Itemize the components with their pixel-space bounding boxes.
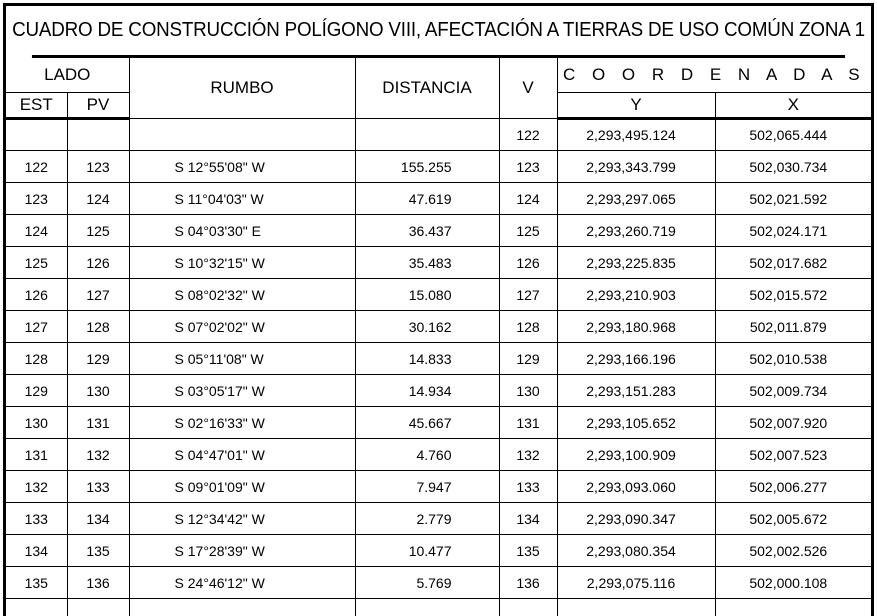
table-row bbox=[6, 439, 871, 471]
cell-x: 502,010.538 bbox=[715, 343, 871, 375]
cell-rumbo: S 07°02'02" W bbox=[129, 311, 355, 343]
cell-est: 128 bbox=[6, 343, 67, 375]
table-row bbox=[6, 279, 871, 311]
cell-v: 128 bbox=[499, 311, 557, 343]
table-row bbox=[6, 119, 871, 151]
cell-rumbo: S 05°11'08" W bbox=[129, 343, 355, 375]
cell-v: 126 bbox=[499, 247, 557, 279]
cell-v: 124 bbox=[499, 183, 557, 215]
cell-y: 2,293,105.652 bbox=[557, 407, 715, 439]
cell-y: 2,293,297.065 bbox=[557, 183, 715, 215]
cell-x: 502,015.572 bbox=[715, 279, 871, 311]
table-row bbox=[6, 375, 871, 407]
table-row bbox=[6, 407, 871, 439]
cell-rumbo: S 10°32'15" W bbox=[129, 247, 355, 279]
table-row bbox=[6, 535, 871, 567]
cell-est: 126 bbox=[6, 279, 67, 311]
cell-pv: 133 bbox=[67, 471, 129, 503]
cell-distancia: 30.162 bbox=[355, 311, 499, 343]
cell-pv: 135 bbox=[67, 535, 129, 567]
cell-est: 130 bbox=[6, 407, 67, 439]
cell-pv: 124 bbox=[67, 183, 129, 215]
cell-v: 134 bbox=[499, 503, 557, 535]
cell-y: 2,293,260.719 bbox=[557, 215, 715, 247]
cell-rumbo: S 12°55'08" W bbox=[129, 151, 355, 183]
cell-v: 135 bbox=[499, 535, 557, 567]
cell-pv: 127 bbox=[67, 279, 129, 311]
cell-x: 502,065.444 bbox=[715, 119, 871, 151]
cell-rumbo: S 17°28'39" W bbox=[129, 535, 355, 567]
cell-v: 127 bbox=[499, 279, 557, 311]
table-row bbox=[6, 471, 871, 503]
cell-pv: 123 bbox=[67, 151, 129, 183]
cell-pv: 129 bbox=[67, 343, 129, 375]
cell-distancia: 4.760 bbox=[355, 439, 499, 471]
cell-v: 131 bbox=[499, 407, 557, 439]
cell-est: 132 bbox=[6, 471, 67, 503]
cell-v: 133 bbox=[499, 471, 557, 503]
cell-x: 502,000.108 bbox=[715, 567, 871, 599]
cell-distancia: 14.934 bbox=[355, 375, 499, 407]
construction-table-sheet bbox=[3, 3, 874, 616]
cell-x: 502,007.920 bbox=[715, 407, 871, 439]
cell-y: 2,293,151.283 bbox=[557, 375, 715, 407]
cell-v: 129 bbox=[499, 343, 557, 375]
cell-y: 2,293,210.903 bbox=[557, 279, 715, 311]
cell-x: 502,002.526 bbox=[715, 535, 871, 567]
cell-rumbo: S 24°46'12" W bbox=[129, 567, 355, 599]
cell-rumbo: S 03°05'17" W bbox=[129, 375, 355, 407]
cell-y: 2,293,166.196 bbox=[557, 343, 715, 375]
header-est: EST bbox=[6, 93, 67, 119]
cell-rumbo: S 08°02'32" W bbox=[129, 279, 355, 311]
cell-rumbo: S 04°03'30" E bbox=[129, 215, 355, 247]
cell-rumbo: S 04°47'01" W bbox=[129, 439, 355, 471]
cell-rumbo: S 12°34'42" W bbox=[129, 503, 355, 535]
header-y: Y bbox=[557, 93, 715, 119]
cell-distancia: 155.255 bbox=[355, 151, 499, 183]
cell-v: 132 bbox=[499, 439, 557, 471]
cell-rumbo: S 02°16'33" W bbox=[129, 407, 355, 439]
cell-x: 502,024.171 bbox=[715, 215, 871, 247]
table-row bbox=[6, 183, 871, 215]
cell-distancia: 45.667 bbox=[355, 407, 499, 439]
header-x: X bbox=[715, 93, 871, 119]
cell-distancia: 47.619 bbox=[355, 183, 499, 215]
cell-y: 2,293,495.124 bbox=[557, 119, 715, 151]
cell-distancia: 7.947 bbox=[355, 471, 499, 503]
cell-x: 502,030.734 bbox=[715, 151, 871, 183]
cell-distancia: 35.483 bbox=[355, 247, 499, 279]
cell-est: 122 bbox=[6, 151, 67, 183]
cell-pv: 126 bbox=[67, 247, 129, 279]
cell-est: 135 bbox=[6, 567, 67, 599]
cell-y: 2,293,090.347 bbox=[557, 503, 715, 535]
header-pv: PV bbox=[67, 93, 129, 119]
table-row bbox=[6, 215, 871, 247]
construction-table bbox=[6, 58, 871, 616]
header-v: V bbox=[499, 58, 557, 119]
cell-v: 125 bbox=[499, 215, 557, 247]
cell-pv bbox=[67, 119, 129, 151]
cell-est: 131 bbox=[6, 439, 67, 471]
cell-y: 2,293,180.968 bbox=[557, 311, 715, 343]
cell-v: 122 bbox=[499, 119, 557, 151]
cell-x: 502,021.592 bbox=[715, 183, 871, 215]
cell-rumbo: S 11°04'03" W bbox=[129, 183, 355, 215]
table-title: CUADRO DE CONSTRUCCIÓN POLÍGONO VIII, AFECTACIÓN A TIERRAS DE USO COMÚN ZONA 1 bbox=[32, 6, 845, 58]
cell-pv: 130 bbox=[67, 375, 129, 407]
cell-y: 2,293,343.799 bbox=[557, 151, 715, 183]
cell-est: 133 bbox=[6, 503, 67, 535]
cell-distancia: 14.833 bbox=[355, 343, 499, 375]
cell-x: 502,005.672 bbox=[715, 503, 871, 535]
cell-est: 124 bbox=[6, 215, 67, 247]
cell-est: 134 bbox=[6, 535, 67, 567]
cell-y: 2,293,080.354 bbox=[557, 535, 715, 567]
table-row bbox=[6, 567, 871, 599]
cell-x: 502,007.523 bbox=[715, 439, 871, 471]
cell-distancia: 5.769 bbox=[355, 567, 499, 599]
cell-y: 2,293,075.116 bbox=[557, 567, 715, 599]
cell-distancia: 2.779 bbox=[355, 503, 499, 535]
table-row bbox=[6, 151, 871, 183]
header-distancia: DISTANCIA bbox=[355, 58, 499, 119]
cell-pv: 132 bbox=[67, 439, 129, 471]
cell-v: 130 bbox=[499, 375, 557, 407]
cell-distancia bbox=[355, 119, 499, 151]
cell-est: 123 bbox=[6, 183, 67, 215]
cell-pv: 134 bbox=[67, 503, 129, 535]
table-row bbox=[6, 503, 871, 535]
cell-v: 136 bbox=[499, 567, 557, 599]
table-row bbox=[6, 311, 871, 343]
cell-est bbox=[6, 119, 67, 151]
header-lado: LADO bbox=[6, 58, 129, 93]
cell-v: 123 bbox=[499, 151, 557, 183]
cell-y: 2,293,100.909 bbox=[557, 439, 715, 471]
header-coordenadas: C O O R D E N A D A S bbox=[557, 58, 871, 93]
cell-distancia: 10.477 bbox=[355, 535, 499, 567]
cell-pv: 136 bbox=[67, 567, 129, 599]
header-row-top bbox=[6, 58, 871, 93]
cell-x: 502,011.879 bbox=[715, 311, 871, 343]
cell-rumbo: S 09°01'09" W bbox=[129, 471, 355, 503]
cell-est: 125 bbox=[6, 247, 67, 279]
header-rumbo: RUMBO bbox=[129, 58, 355, 119]
cell-y: 2,293,093.060 bbox=[557, 471, 715, 503]
table-row bbox=[6, 343, 871, 375]
cell-pv: 125 bbox=[67, 215, 129, 247]
cell-est: 129 bbox=[6, 375, 67, 407]
cell-y: 2,293,225.835 bbox=[557, 247, 715, 279]
cell-distancia: 36.437 bbox=[355, 215, 499, 247]
cell-pv: 128 bbox=[67, 311, 129, 343]
table-row bbox=[6, 247, 871, 279]
cell-est: 127 bbox=[6, 311, 67, 343]
cell-pv: 131 bbox=[67, 407, 129, 439]
cell-x: 502,017.682 bbox=[715, 247, 871, 279]
cell-x: 502,006.277 bbox=[715, 471, 871, 503]
table-row-cut-off bbox=[6, 599, 871, 616]
cell-distancia: 15.080 bbox=[355, 279, 499, 311]
cell-x: 502,009.734 bbox=[715, 375, 871, 407]
cell-rumbo bbox=[129, 119, 355, 151]
